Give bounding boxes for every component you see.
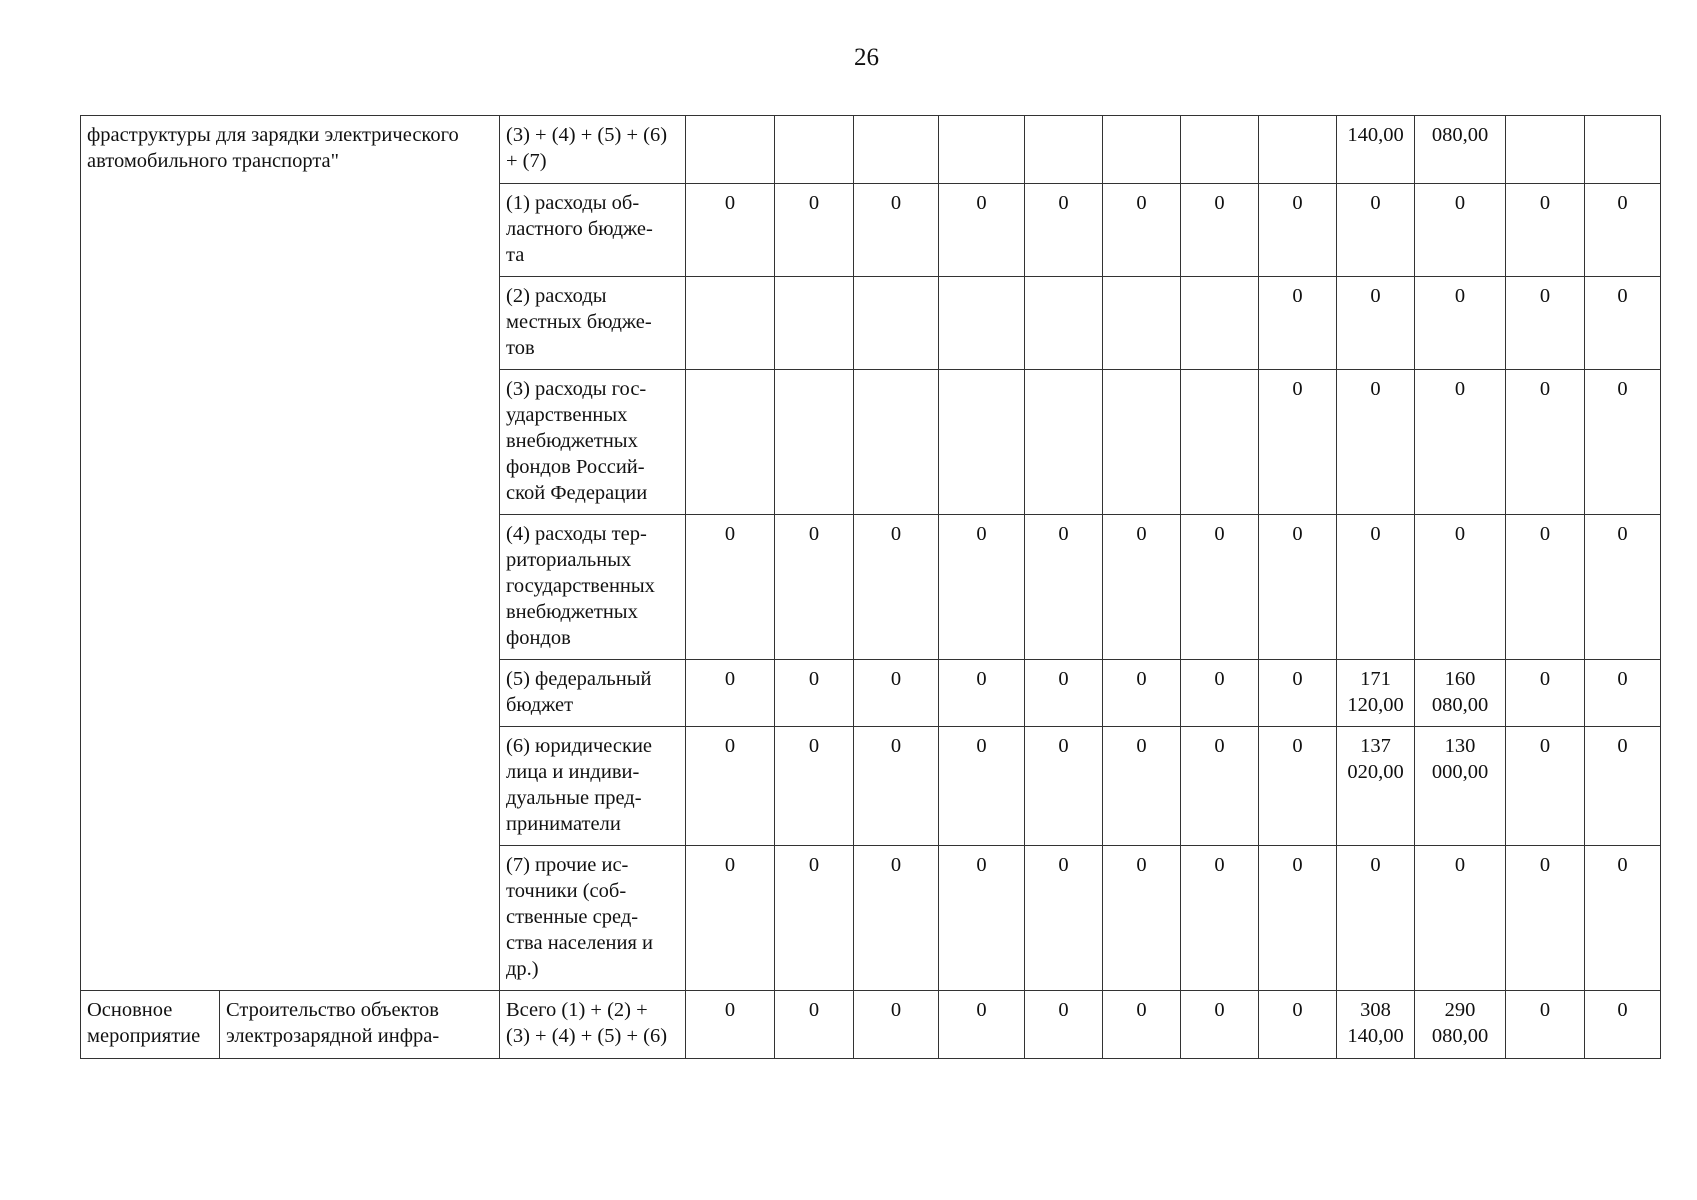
value-cell xyxy=(775,184,854,277)
funding-source-cell-line: тов xyxy=(506,337,535,359)
table-row xyxy=(81,116,1661,184)
value-cell-line: 0 xyxy=(1058,192,1069,214)
value-cell xyxy=(1415,660,1506,727)
value-cell xyxy=(1506,116,1585,184)
value-cell xyxy=(1103,991,1181,1059)
value-cell xyxy=(1025,515,1103,660)
value-cell xyxy=(854,370,939,515)
value-cell xyxy=(1585,184,1661,277)
value-cell xyxy=(1103,370,1181,515)
value-cell xyxy=(939,116,1025,184)
funding-source-cell-line: (4) расходы тер- xyxy=(506,523,647,545)
value-cell-line: 0 xyxy=(1454,192,1466,214)
value-cell-line: 160 xyxy=(1444,668,1476,690)
funding-source-cell-line: ской Федерации xyxy=(506,482,648,504)
value-cell-line: 0 xyxy=(724,854,736,876)
value-cell-line: 0 xyxy=(808,668,820,690)
value-cell-line: 0 xyxy=(1539,999,1551,1021)
value-cell-line: 0 xyxy=(890,523,902,545)
value-cell xyxy=(939,184,1025,277)
funding-source-cell-line: лица и индиви- xyxy=(506,761,640,783)
funding-source-cell-line: др.) xyxy=(506,958,539,980)
value-cell xyxy=(775,515,854,660)
value-cell xyxy=(1103,116,1181,184)
value-cell xyxy=(1415,991,1506,1059)
value-cell xyxy=(1259,370,1337,515)
value-cell-line: 137 xyxy=(1360,735,1391,757)
value-cell-line: 0 xyxy=(1454,378,1466,400)
funding-source-cell xyxy=(500,515,686,660)
funding-source-cell-line: (3) + (4) + (5) + (6) xyxy=(506,1025,668,1047)
value-cell xyxy=(1337,370,1415,515)
value-cell xyxy=(1181,370,1259,515)
funding-source-cell-line: приниматели xyxy=(506,813,621,835)
value-cell xyxy=(1103,184,1181,277)
value-cell-line: 171 xyxy=(1360,668,1391,690)
value-cell-line: 0 xyxy=(1058,668,1069,690)
value-cell-line: 0 xyxy=(1136,854,1147,876)
funding-source-cell-line: Всего (1) + (2) + xyxy=(506,999,648,1021)
value-cell xyxy=(854,184,939,277)
funding-source-cell-line: дуальные пред- xyxy=(506,787,642,809)
value-cell xyxy=(1025,991,1103,1059)
value-cell xyxy=(1025,660,1103,727)
value-cell xyxy=(775,277,854,370)
activity-name-cell xyxy=(81,116,500,991)
value-cell-line: 140,00 xyxy=(1347,1025,1404,1047)
value-cell xyxy=(1337,727,1415,846)
value-cell-line: 0 xyxy=(890,192,902,214)
funding-source-cell-line: ударственных xyxy=(506,404,628,426)
value-cell-line: 0 xyxy=(1370,523,1381,545)
value-cell-line: 0 xyxy=(890,999,902,1021)
value-cell xyxy=(1103,727,1181,846)
value-cell xyxy=(854,116,939,184)
value-cell-line: 0 xyxy=(1292,735,1303,757)
value-cell xyxy=(1103,515,1181,660)
value-cell-line: 290 xyxy=(1444,999,1476,1021)
funding-source-cell-line: точники (соб- xyxy=(506,880,627,902)
activity-type-cell-line: Основное xyxy=(87,999,173,1021)
value-cell-line: 0 xyxy=(1292,285,1303,307)
value-cell xyxy=(1506,727,1585,846)
value-cell xyxy=(1337,515,1415,660)
value-cell xyxy=(1181,846,1259,991)
value-cell xyxy=(854,277,939,370)
value-cell xyxy=(1025,116,1103,184)
value-cell xyxy=(939,846,1025,991)
value-cell-line: 0 xyxy=(808,523,820,545)
funding-source-cell-line: (3) расходы гос- xyxy=(506,378,647,400)
value-cell xyxy=(775,991,854,1059)
value-cell-line: 020,00 xyxy=(1347,761,1404,783)
value-cell-line: 0 xyxy=(1539,854,1551,876)
funding-source-cell-line: (3) + (4) + (5) + (6) xyxy=(506,124,668,146)
value-cell xyxy=(1415,846,1506,991)
value-cell xyxy=(775,846,854,991)
value-cell-line: 0 xyxy=(976,999,987,1021)
value-cell xyxy=(1181,116,1259,184)
value-cell-line: 0 xyxy=(1454,285,1466,307)
value-cell xyxy=(1585,370,1661,515)
value-cell-line: 0 xyxy=(1292,192,1303,214)
value-cell xyxy=(854,660,939,727)
activity-type-cell-line: мероприятие xyxy=(87,1025,201,1047)
value-cell-line: 080,00 xyxy=(1431,1025,1489,1047)
value-cell xyxy=(1025,184,1103,277)
funding-source-cell xyxy=(500,277,686,370)
value-cell xyxy=(1259,116,1337,184)
value-cell-line: 0 xyxy=(1454,854,1466,876)
value-cell xyxy=(1259,184,1337,277)
value-cell xyxy=(1103,846,1181,991)
value-cell xyxy=(1181,991,1259,1059)
value-cell-line: 0 xyxy=(724,735,736,757)
value-cell-line: 0 xyxy=(890,854,902,876)
value-cell-line: 0 xyxy=(1058,523,1069,545)
value-cell-line: 0 xyxy=(1214,999,1225,1021)
value-cell xyxy=(1415,184,1506,277)
value-cell-line: 0 xyxy=(1370,285,1381,307)
value-cell-line: 0 xyxy=(1617,523,1628,545)
funding-source-cell-line: ственные сред- xyxy=(506,906,639,928)
value-cell-line: 0 xyxy=(808,999,820,1021)
value-cell-line: 0 xyxy=(1136,668,1147,690)
funding-source-cell-line: внебюджетных xyxy=(506,601,638,623)
value-cell-line: 0 xyxy=(1136,192,1147,214)
value-cell xyxy=(775,370,854,515)
value-cell-line: 0 xyxy=(1539,285,1551,307)
value-cell-line: 0 xyxy=(1539,192,1551,214)
value-cell-line: 0 xyxy=(1292,854,1303,876)
value-cell xyxy=(1259,846,1337,991)
value-cell xyxy=(1585,116,1661,184)
funding-source-cell-line: государственных xyxy=(506,575,655,597)
activity-type-cell xyxy=(81,991,220,1059)
value-cell-line: 0 xyxy=(976,854,987,876)
funding-source-cell-line: бюджет xyxy=(506,694,574,716)
value-cell xyxy=(1259,991,1337,1059)
value-cell-line: 0 xyxy=(976,192,987,214)
value-cell xyxy=(1181,277,1259,370)
value-cell-line: 0 xyxy=(890,735,902,757)
value-cell xyxy=(686,515,775,660)
value-cell-line: 0 xyxy=(808,854,820,876)
value-cell xyxy=(1506,370,1585,515)
value-cell-line: 0 xyxy=(1136,735,1147,757)
value-cell xyxy=(1025,846,1103,991)
value-cell xyxy=(1259,727,1337,846)
value-cell xyxy=(1181,660,1259,727)
value-cell-line: 080,00 xyxy=(1431,694,1489,716)
value-cell-line: 0 xyxy=(1370,378,1381,400)
value-cell xyxy=(1415,277,1506,370)
funding-source-cell-line: риториальных xyxy=(506,549,632,571)
value-cell-line: 0 xyxy=(724,668,736,690)
value-cell xyxy=(1506,991,1585,1059)
funding-source-cell-line: (1) расходы об- xyxy=(506,192,640,214)
funding-source-cell-line: внебюджетных xyxy=(506,430,638,452)
value-cell xyxy=(939,660,1025,727)
value-cell xyxy=(775,116,854,184)
value-cell-line: 0 xyxy=(808,192,820,214)
value-cell-line: 0 xyxy=(724,192,736,214)
value-cell xyxy=(1337,277,1415,370)
funding-source-cell-line: местных бюдже- xyxy=(506,311,652,333)
value-cell xyxy=(1415,515,1506,660)
funding-source-cell xyxy=(500,846,686,991)
value-cell xyxy=(1585,846,1661,991)
value-cell-line: 0 xyxy=(890,668,902,690)
value-cell xyxy=(1181,727,1259,846)
value-cell-line: 0 xyxy=(1058,999,1069,1021)
value-cell-line: 0 xyxy=(1370,192,1381,214)
value-cell xyxy=(775,660,854,727)
funding-source-cell-line: (5) федеральный xyxy=(506,668,652,690)
value-cell-line: 0 xyxy=(1292,668,1303,690)
value-cell xyxy=(1337,991,1415,1059)
value-cell xyxy=(1506,184,1585,277)
activity-name-cell-line: Строительство объектов xyxy=(226,999,439,1021)
value-cell-line: 0 xyxy=(1617,735,1628,757)
value-cell xyxy=(1259,277,1337,370)
funding-source-cell-line: ства населения и xyxy=(506,932,654,954)
activity-name-cell xyxy=(220,991,500,1059)
value-cell-line: 0 xyxy=(808,735,820,757)
value-cell-line: 0 xyxy=(1058,735,1069,757)
value-cell-line: 0 xyxy=(724,523,736,545)
value-cell-line: 0 xyxy=(1539,523,1551,545)
value-cell xyxy=(686,991,775,1059)
value-cell xyxy=(686,660,775,727)
value-cell xyxy=(686,727,775,846)
value-cell-line: 0 xyxy=(1292,378,1303,400)
value-cell-line: 0 xyxy=(1214,735,1225,757)
value-cell xyxy=(854,515,939,660)
value-cell xyxy=(1337,116,1415,184)
value-cell-line: 130 xyxy=(1444,735,1476,757)
value-cell-line: 308 xyxy=(1360,999,1391,1021)
value-cell xyxy=(1337,660,1415,727)
value-cell xyxy=(1025,370,1103,515)
value-cell-line: 0 xyxy=(1617,285,1628,307)
value-cell xyxy=(939,991,1025,1059)
value-cell-line: 0 xyxy=(1214,192,1225,214)
value-cell xyxy=(686,184,775,277)
value-cell xyxy=(1506,660,1585,727)
value-cell xyxy=(854,991,939,1059)
funding-source-cell-line: та xyxy=(506,244,525,266)
value-cell-line: 0 xyxy=(1617,854,1628,876)
value-cell-line: 0 xyxy=(1214,523,1225,545)
value-cell xyxy=(854,727,939,846)
value-cell-line: 0 xyxy=(1136,523,1147,545)
value-cell xyxy=(775,727,854,846)
value-cell xyxy=(1585,277,1661,370)
funding-source-cell xyxy=(500,116,686,184)
value-cell xyxy=(1181,184,1259,277)
value-cell-line: 0 xyxy=(1617,668,1628,690)
value-cell-line: 0 xyxy=(1214,854,1225,876)
budget-table xyxy=(80,115,1661,1059)
value-cell-line: 0 xyxy=(1617,192,1628,214)
value-cell-line: 0 xyxy=(976,523,987,545)
value-cell-line: 0 xyxy=(1454,523,1466,545)
funding-source-cell-line: (7) прочие ис- xyxy=(506,854,629,876)
value-cell xyxy=(686,116,775,184)
value-cell-line: 0 xyxy=(1370,854,1381,876)
value-cell xyxy=(1025,727,1103,846)
value-cell xyxy=(1025,277,1103,370)
value-cell-line: 0 xyxy=(1292,999,1303,1021)
value-cell xyxy=(1103,660,1181,727)
funding-source-cell xyxy=(500,991,686,1059)
value-cell xyxy=(1259,660,1337,727)
value-cell xyxy=(1337,846,1415,991)
value-cell-line: 0 xyxy=(976,735,987,757)
value-cell-line: 000,00 xyxy=(1431,761,1489,783)
value-cell-line: 0 xyxy=(724,999,736,1021)
value-cell xyxy=(686,277,775,370)
value-cell xyxy=(1585,660,1661,727)
value-cell-line: 0 xyxy=(1539,378,1551,400)
value-cell-line: 120,00 xyxy=(1347,694,1404,716)
funding-source-cell xyxy=(500,370,686,515)
funding-source-cell-line: (6) юридические xyxy=(506,735,653,757)
value-cell xyxy=(939,277,1025,370)
value-cell-line: 0 xyxy=(1058,854,1069,876)
funding-source-cell-line: ластного бюдже- xyxy=(506,218,653,240)
value-cell-line: 0 xyxy=(1136,999,1147,1021)
value-cell-line: 0 xyxy=(1617,999,1628,1021)
value-cell-line: 0 xyxy=(1539,668,1551,690)
value-cell xyxy=(1585,727,1661,846)
value-cell-line: 080,00 xyxy=(1431,124,1489,146)
value-cell xyxy=(939,515,1025,660)
table-row xyxy=(81,991,1661,1059)
value-cell xyxy=(1585,991,1661,1059)
value-cell-line: 140,00 xyxy=(1347,124,1404,146)
value-cell xyxy=(1506,515,1585,660)
page-number: 26 xyxy=(854,44,879,71)
funding-source-cell-line: фондов Россий- xyxy=(506,456,645,478)
value-cell xyxy=(1506,277,1585,370)
funding-source-cell xyxy=(500,727,686,846)
value-cell xyxy=(1506,846,1585,991)
value-cell xyxy=(939,727,1025,846)
value-cell xyxy=(1415,727,1506,846)
value-cell-line: 0 xyxy=(976,668,987,690)
funding-source-cell xyxy=(500,660,686,727)
value-cell xyxy=(1103,277,1181,370)
value-cell-line: 0 xyxy=(1214,668,1225,690)
value-cell-line: 0 xyxy=(1539,735,1551,757)
value-cell xyxy=(1259,515,1337,660)
value-cell xyxy=(686,846,775,991)
value-cell xyxy=(939,370,1025,515)
value-cell xyxy=(854,846,939,991)
funding-source-cell-line: + (7) xyxy=(506,150,547,172)
activity-name-cell-line: электрозарядной инфра- xyxy=(226,1025,440,1047)
value-cell xyxy=(1181,515,1259,660)
value-cell xyxy=(686,370,775,515)
value-cell xyxy=(1415,116,1506,184)
funding-source-cell-line: (2) расходы xyxy=(506,285,607,307)
value-cell-line: 0 xyxy=(1292,523,1303,545)
value-cell xyxy=(1585,515,1661,660)
value-cell-line: 0 xyxy=(1617,378,1628,400)
value-cell xyxy=(1415,370,1506,515)
activity-name-text: фраструктуры для зарядки электрического автомобильного транспорта" xyxy=(87,124,459,172)
value-cell xyxy=(1337,184,1415,277)
funding-source-cell-line: фондов xyxy=(506,627,571,649)
funding-source-cell xyxy=(500,184,686,277)
